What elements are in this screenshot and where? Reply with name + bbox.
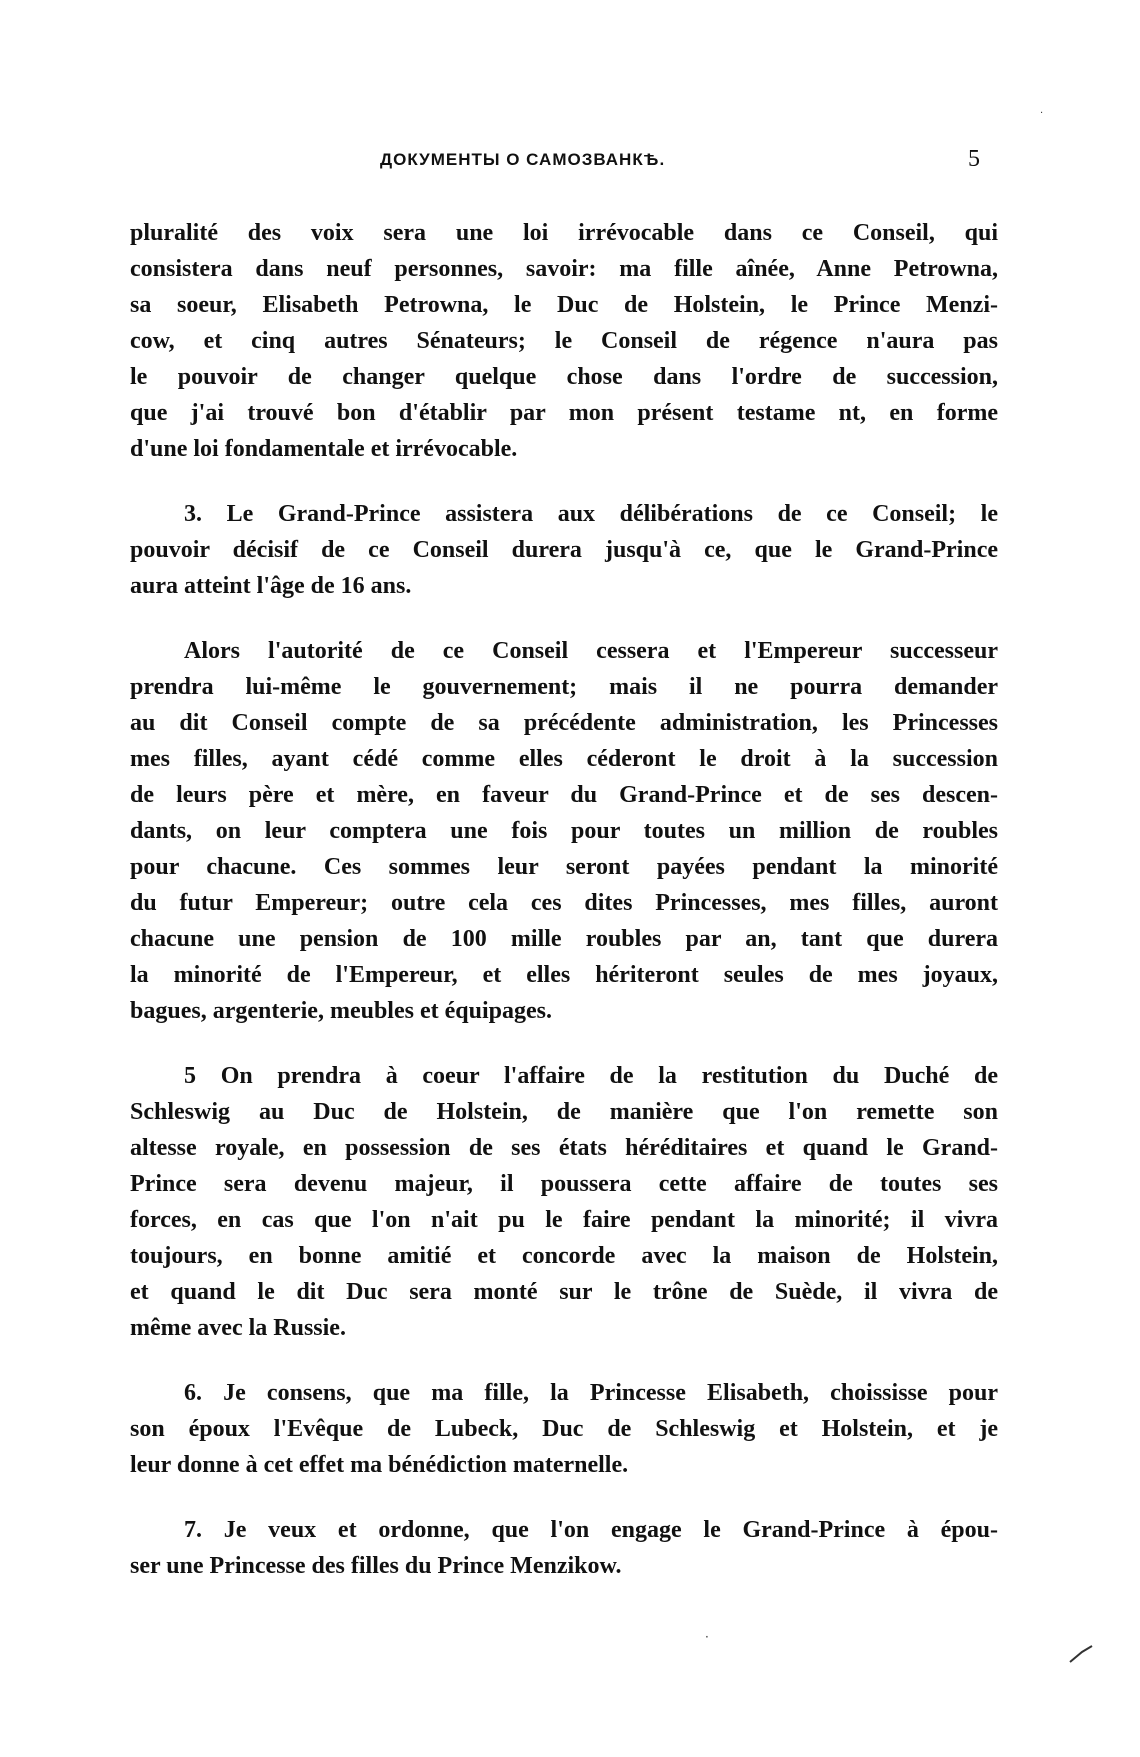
text-line: Schleswig au Duc de Holstein, de manière que l'on remette son: [130, 1099, 998, 1125]
scan-mark-icon: [1068, 1642, 1098, 1664]
scan-speck: ·: [705, 1630, 709, 1644]
text-line: Prince sera devenu majeur, il poussera cette affaire de toutes ses: [130, 1171, 998, 1197]
text-line: 7. Je veux et ordonne, que l'on engage le Grand-Prince à épou-: [184, 1517, 998, 1543]
text-line: bagues, argenterie, meubles et équipages.: [130, 998, 552, 1024]
text-line: cow, et cinq autres Sénateurs; le Conseil de régence n'aura pas: [130, 328, 998, 354]
text-line: toujours, en bonne amitié et concorde avec la maison de Holstein,: [130, 1243, 998, 1269]
paragraph-article-6: [130, 1375, 998, 1483]
text-line: sa soeur, Elisabeth Petrowna, le Duc de Holstein, le Prince Menzi-: [130, 292, 998, 318]
running-title: ДОКУМЕНТЫ О САМОЗВАНКѢ.: [380, 150, 666, 169]
text-line: altesse royale, en possession de ses états héréditaires et quand le Grand-: [130, 1135, 998, 1161]
text-line: et quand le dit Duc sera monté sur le trône de Suède, il vivra de: [130, 1279, 998, 1305]
text-line: le pouvoir de changer quelque chose dans l'ordre de succession,: [130, 364, 998, 390]
text-line: la minorité de l'Empereur, et elles hériteront seules de mes joyaux,: [130, 962, 998, 988]
paragraph-continuation: [130, 215, 998, 467]
paragraph-article-5: [130, 1058, 998, 1346]
text-line: forces, en cas que l'on n'ait pu le faire pendant la minorité; il vivra: [130, 1207, 998, 1233]
text-line: même avec la Russie.: [130, 1315, 346, 1341]
text-line: pluralité des voix sera une loi irrévocable dans ce Conseil, qui: [130, 220, 998, 246]
text-line: chacune une pension de 100 mille roubles par an, tant que durera: [130, 926, 998, 952]
text-line: prendra lui-même le gouvernement; mais il ne pourra demander: [130, 674, 998, 700]
text-line: que j'ai trouvé bon d'établir par mon présent testame nt, en forme: [130, 400, 998, 426]
text-line: au dit Conseil compte de sa précédente administration, les Princesses: [130, 710, 998, 736]
text-line: 3. Le Grand-Prince assistera aux délibérations de ce Conseil; le: [184, 501, 998, 527]
text-line: son époux l'Evêque de Lubeck, Duc de Schleswig et Holstein, et je: [130, 1416, 998, 1442]
text-line: leur donne à cet effet ma bénédiction maternelle.: [130, 1452, 629, 1478]
text-line: d'une loi fondamentale et irrévocable.: [130, 436, 518, 462]
text-line: ser une Princesse des filles du Prince Menzikow.: [130, 1553, 622, 1579]
text-line: de leurs père et mère, en faveur du Grand-Prince et de ses descen-: [130, 782, 998, 808]
text-line: mes filles, ayant cédé comme elles céderont le droit à la succession: [130, 746, 998, 772]
text-line: dants, on leur comptera une fois pour toutes un million de roubles: [130, 818, 998, 844]
text-line: consistera dans neuf personnes, savoir: ma fille aînée, Anne Petrowna,: [130, 256, 998, 282]
text-line: 5 On prendra à coeur l'affaire de la restitution du Duché de: [184, 1063, 998, 1089]
paragraph-alors: [130, 633, 998, 1029]
text-line: Alors l'autorité de ce Conseil cessera et l'Empereur successeur: [184, 638, 998, 664]
text-line: du futur Empereur; outre cela ces dites Princesses, mes filles, auront: [130, 890, 998, 916]
page-number: 5: [968, 146, 980, 172]
body-text: [130, 215, 998, 1584]
paragraph-article-7: [130, 1512, 998, 1584]
text-line: aura atteint l'âge de 16 ans.: [130, 573, 412, 599]
text-line: pour chacune. Ces sommes leur seront payées pendant la minorité: [130, 854, 998, 880]
text-line: 6. Je consens, que ma fille, la Princesse Elisabeth, choississe pour: [184, 1380, 998, 1406]
paragraph-article-3: [130, 496, 998, 604]
text-line: pouvoir décisif de ce Conseil durera jusqu'à ce, que le Grand-Prince: [130, 537, 998, 563]
scan-speck: ·: [1040, 108, 1044, 119]
